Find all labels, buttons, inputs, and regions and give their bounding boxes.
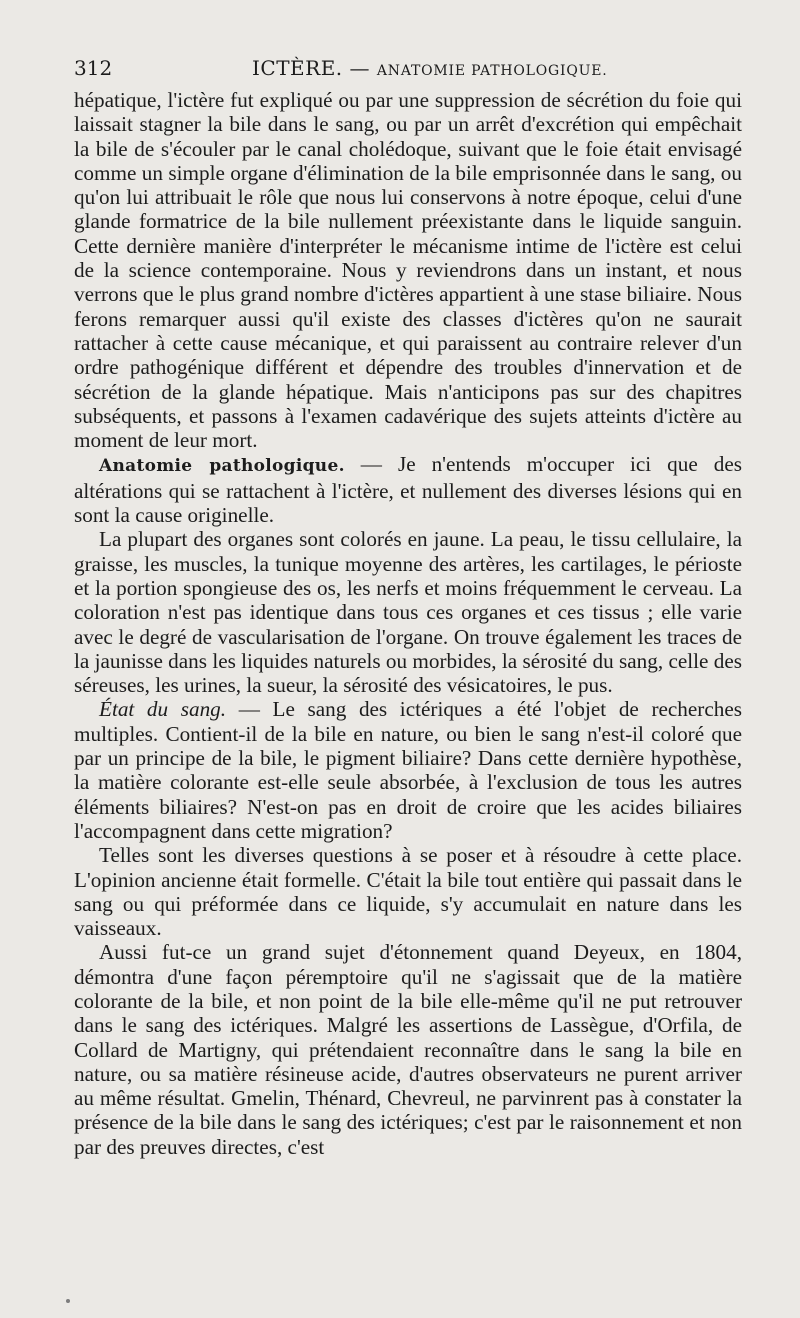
running-header (74, 56, 742, 82)
ink-speck (66, 1299, 70, 1303)
section-heading: Anatomie pathologique. (99, 456, 345, 477)
paragraph-text: — Le sang des ictériques a été l'objet de recherches multiples. Contient-il de la bile en nature, ou bien le sang n'est-il coloré que par un principe de la bile, le pigment biliaire? Dans cette dernière hypothèse, la matière colorante est-elle seule absorbée, à l'exclusion de tous les autres éléments biliaires? N'est-on pas en droit de croire que les acides biliaires l'accompagnent dans cette migration? (74, 697, 743, 843)
subsection-heading: État du sang. (99, 697, 227, 722)
page-body (74, 88, 742, 1159)
page-number: 312 (74, 56, 113, 80)
paragraph-text: hépatique, l'ictère fut expliqué ou par une suppression de sécrétion du foie qui laissait stagner la bile dans le sang, ou par un arrêt d'excrétion qui empêchait la bile de s'écouler par le canal cholédoque, suivant que le foie était envisagé comme un simple organe d'élimination de la bile emprisonnée dans le sang, ou qu'on lui attribuait le rôle que nous lui conservons à notre époque, celui d'une glande formatrice de la bile nullement préexistante dans le liquide sanguin. Cette dernière manière d'interpréter le mécanisme intime de l'ictère est celui de la science contemporaine. Nous y reviendrons dans un instant, et nous verrons que le plus grand nombre d'ictères appartient à une stase biliaire. Nous ferons remarquer aussi qu'il existe des classes d'ictères qu'on ne saurait rattacher à cette cause mécanique, et qui paraissent au contraire relever d'un ordre pathogénique différent et dépendre des troubles d'innervation et de sécrétion de la glande hépatique. Mais n'anticipons pas sur des chapitres subséquents, et passons à l'examen cadavérique des sujets atteints d'ictère au moment de leur mort. (74, 88, 742, 453)
paragraph-text: — Je n'entends m'occuper ici que des altérations qui se rattachent à l'ictère, et nullement des diverses lésions qui en sont la cause originelle. (74, 452, 742, 528)
running-title-sub: ANATOMIE PATHOLOGIQUE. (376, 63, 608, 79)
paragraph (74, 843, 742, 940)
running-title (252, 56, 608, 80)
paragraph (74, 88, 742, 452)
paragraph-text: Telles sont les diverses questions à se poser et à résoudre à cette place. L'opinion ancienne était formelle. C'était la bile tout entière qui passait dans le sang ou qui préformée dans ce liquide, s'y accumulait en nature dans les vaisseaux. (74, 843, 742, 941)
paragraph-text: La plupart des organes sont colorés en jaune. La peau, le tissu cellulaire, la graisse, les muscles, la tunique moyenne des artères, les cartilages, le périoste et la portion spongieuse des os, les nerfs et moins fréquemment le cerveau. La coloration n'est pas identique dans tous ces organes et ces tissus ; elle varie avec le degré de vascularisation de l'organe. On trouve également les traces de la jaunisse dans les liquides naturels ou morbides, la sérosité du sang, celle des séreuses, les urines, la sueur, la sérosité des vésicatoires, le pus. (74, 527, 742, 698)
paragraph (74, 940, 742, 1159)
paragraph (74, 697, 742, 843)
paragraph-text: Aussi fut-ce un grand sujet d'étonnement quand Deyeux, en 1804, démontra d'une façon péremptoire qu'il ne s'agissait que de la matière colorante de la bile, et non point de la bile elle-même qu'il ne put retrouver dans le sang des ictériques. Malgré les assertions de Lassègue, d'Orfila, de Collard de Martigny, qui prétendaient reconnaître dans le sang la bile en nature, ou sa matière résineuse acide, d'autres observateurs ne purent arriver au même résultat. Gmelin, Thénard, Chevreul, ne parvinrent pas à constater la présence de la bile dans le sang des ictériques; c'est par le raisonnement et non par des preuves directes, c'est (74, 940, 742, 1159)
running-title-separator: — (349, 56, 371, 80)
running-title-main: ICTÈRE. (252, 56, 343, 80)
paragraph (74, 452, 742, 527)
paragraph (74, 527, 742, 697)
